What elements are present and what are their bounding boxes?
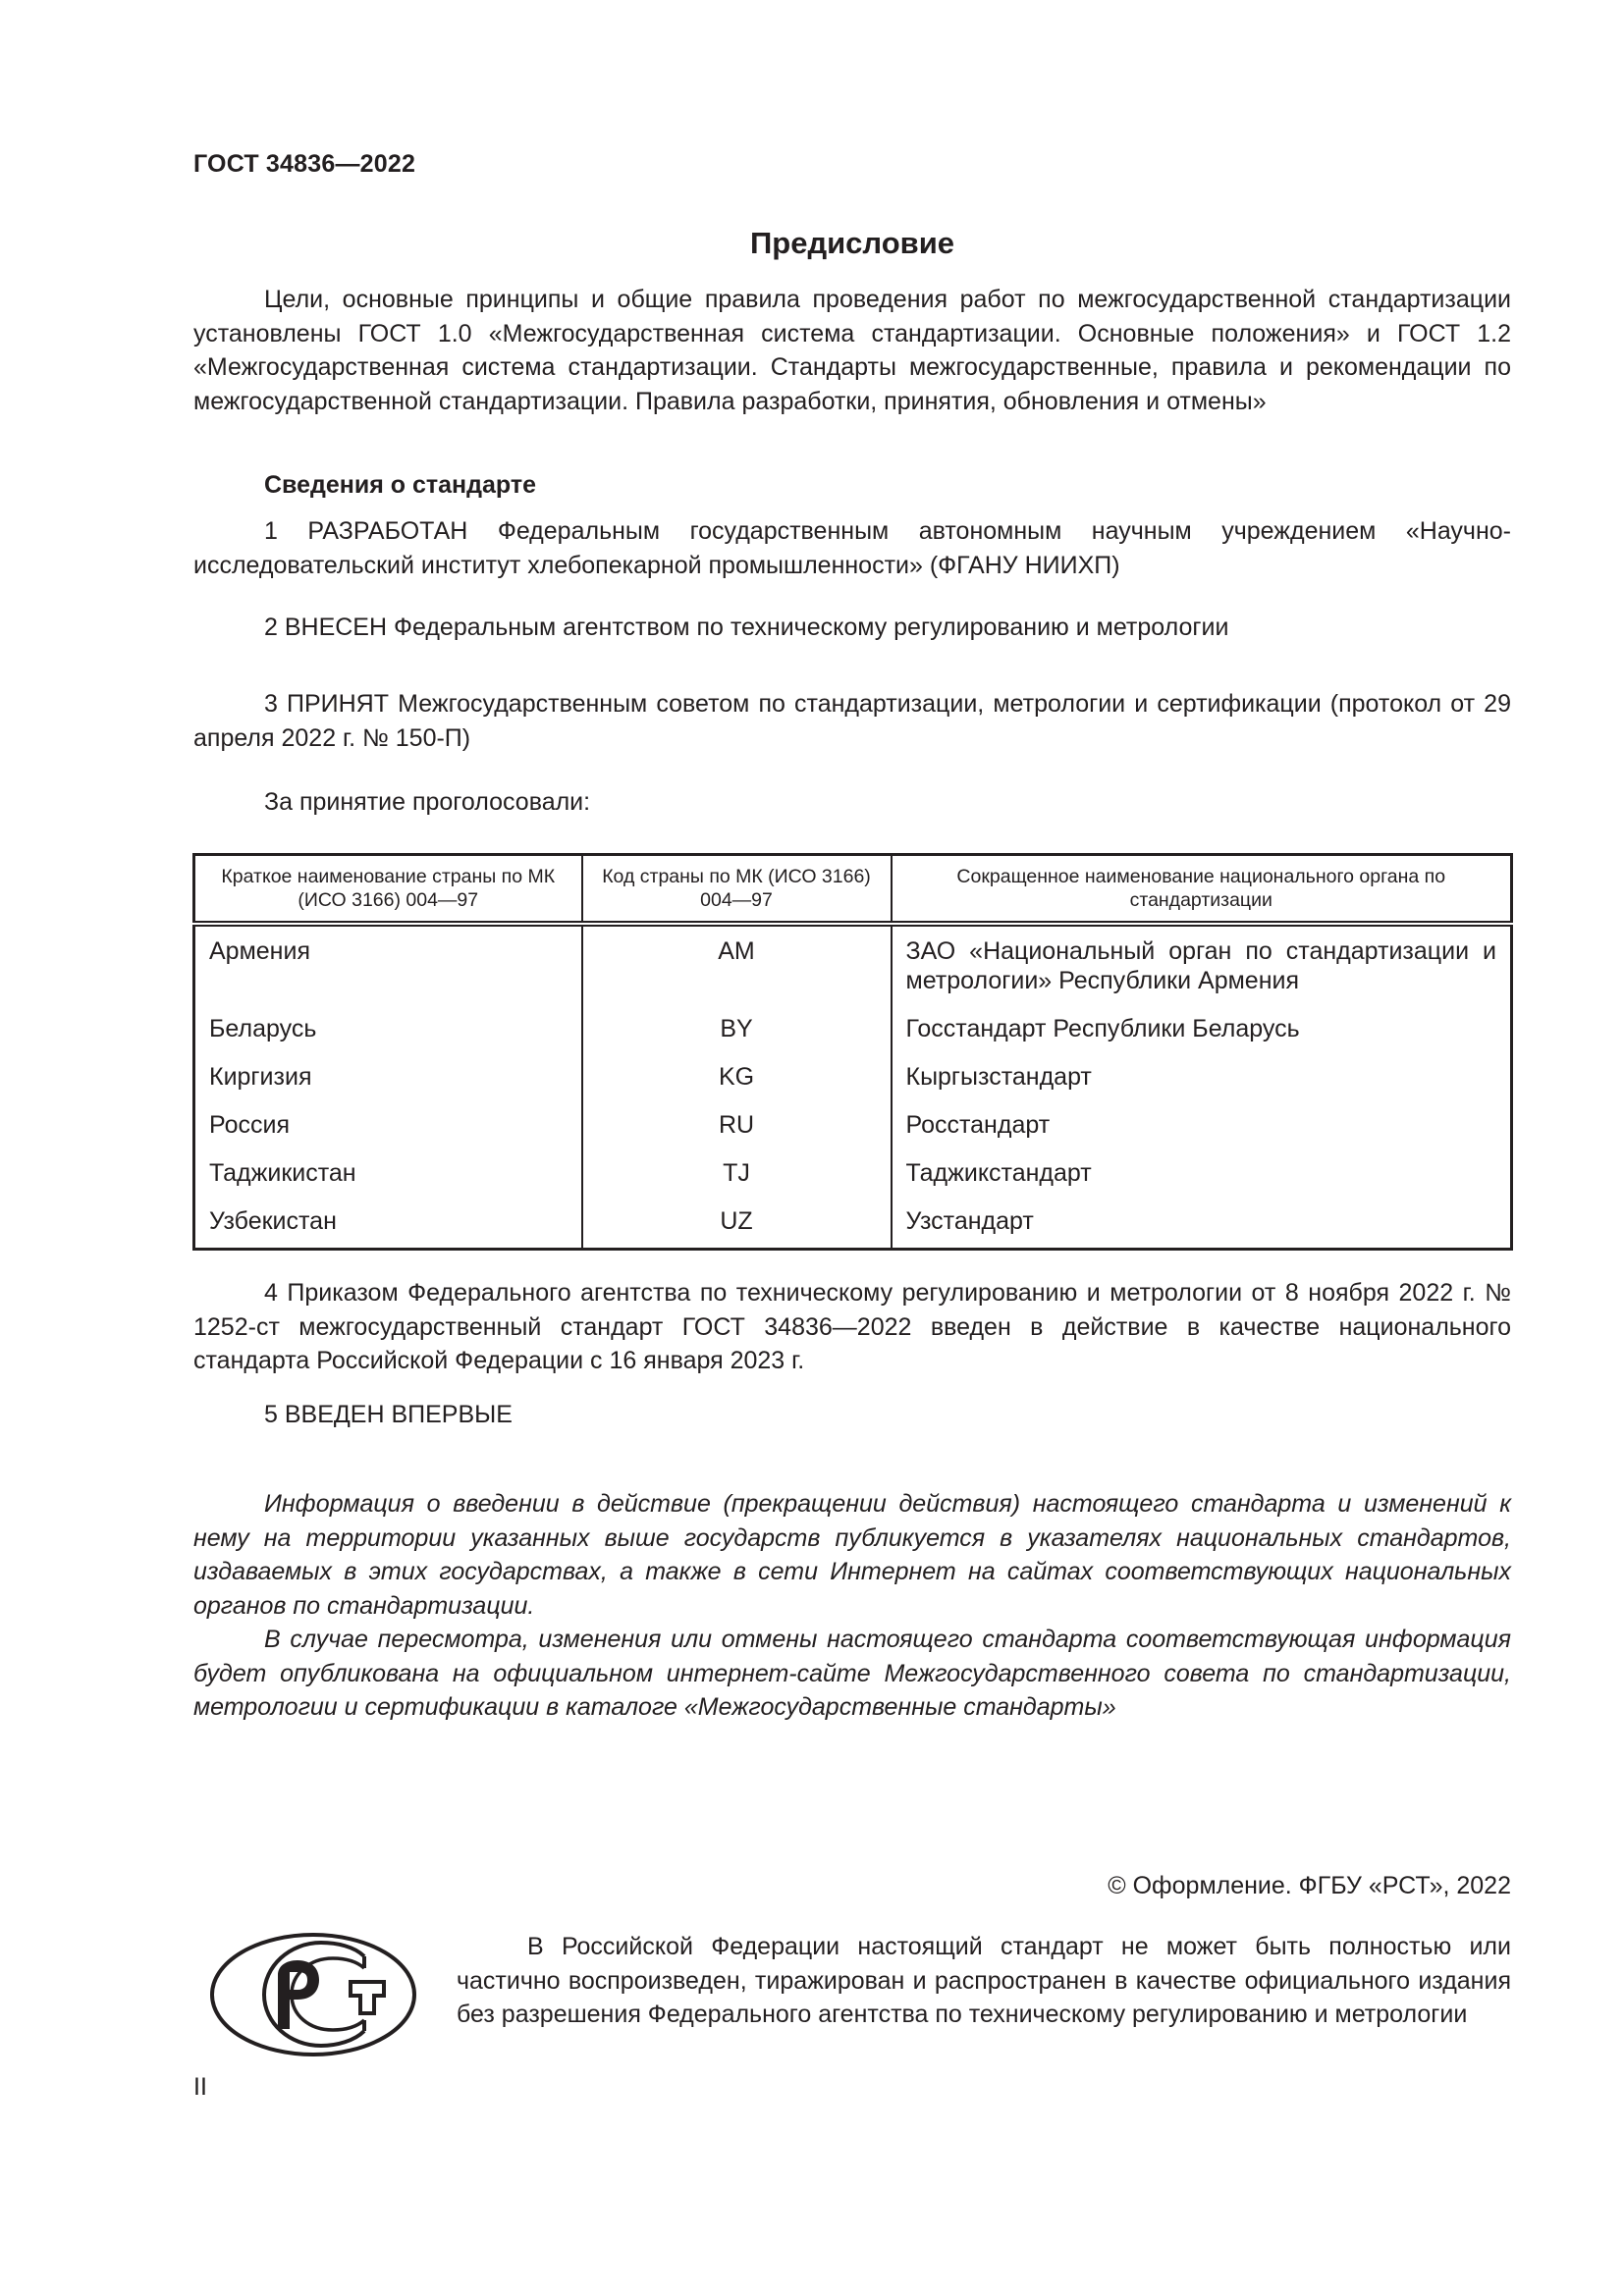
table-row [194,1149,1512,1198]
standard-info-item-1: 1 РАЗРАБОТАН Федеральным государственным автономным научным учреждением «Научно-исследовательский институт хлебопекарной промышленности» (ФГАНУ НИИХП) [193,517,1511,579]
reproduction-rights-notice: В Российской Федерации настоящий стандарт не может быть полностью или частично воспроизведен, тиражирован и распространен в качестве официального издания без разрешения Федерального агентства по техническому регулированию и метрологии [457,1933,1511,2028]
document-number-header: ГОСТ 34836—2022 [193,150,416,178]
page-title: Предисловие [749,226,954,260]
voting-countries-table [192,853,1513,1251]
country-code: RU [582,1101,892,1149]
column-header-code: Код страны по МК (ИСО 3166) 004—97 [582,855,892,925]
country-code: UZ [582,1198,892,1250]
copyright-notice: © Оформление. ФГБУ «РСТ», 2022 [1108,1872,1511,1899]
national-body-name: Росстандарт [892,1101,1512,1149]
country-code: KG [582,1053,892,1101]
country-name: Армения [194,924,582,1005]
national-body-name: Госстандарт Республики Беларусь [892,1005,1512,1053]
national-body-name: Узстандарт [892,1198,1512,1250]
standard-info-item-4: 4 Приказом Федерального агентства по техническому регулированию и метрологии от 8 ноября 2022 г. № 1252-ст межгосударственный стандарт ГОСТ 34836—2022 введен в действие в качестве национального стандарта Российской Федерации с 16 января 2023 г. [193,1279,1511,1374]
voted-label: За принятие проголосовали: [264,788,591,816]
table-row [194,1101,1512,1149]
national-body-name: Таджикстандарт [892,1149,1512,1198]
country-name: Таджикистан [194,1149,582,1198]
country-name: Киргизия [194,1053,582,1101]
table-row [194,924,1512,1005]
table-header-row [194,855,1512,925]
country-name: Россия [194,1101,582,1149]
column-header-national-body: Сокращенное наименование национального органа по стандартизации [892,855,1512,925]
standard-info-item-2: 2 ВНЕСЕН Федеральным агентством по техническому регулированию и метрологии [264,614,1229,641]
country-code: TJ [582,1149,892,1198]
table-row [194,1005,1512,1053]
country-code: AM [582,924,892,1005]
country-name: Узбекистан [194,1198,582,1250]
intro-paragraph: Цели, основные принципы и общие правила проведения работ по межгосударственной стандартизации установлены ГОСТ 1.0 «Межгосударственная система стандартизации. Основные положения» и ГОСТ 1.2 «Межгосударственная система стандартизации. Стандарты межгосударственные, правила и рекомендации по межгосударственной стандартизации. Правила разработки, принятия, обновления и отмены» [193,286,1511,415]
standard-info-item-5: 5 ВВЕДЕН ВПЕРВЫЕ [264,1401,513,1428]
standard-info-heading: Сведения о стандарте [264,471,537,499]
rst-logo-icon [207,1931,419,2058]
national-body-name: ЗАО «Национальный орган по стандартизации и метрологии» Республики Армения [892,924,1512,1005]
standard-info-item-3: 3 ПРИНЯТ Межгосударственным советом по стандартизации, метрологии и сертификации (протокол от 29 апреля 2022 г. № 150-П) [193,690,1511,752]
notice-paragraph-2: В случае пересмотра, изменения или отмены настоящего стандарта соответствующая информация будет опубликована на официальном интернет-сайте Межгосударственного совета по стандартизации, метрологии и сертификации в каталоге «Межгосударственные стандарты» [193,1626,1511,1721]
country-code: BY [582,1005,892,1053]
country-name: Беларусь [194,1005,582,1053]
table-row [194,1053,1512,1101]
notice-paragraph-1: Информация о введении в действие (прекращении действия) настоящего стандарта и изменений к нему на территории указанных выше государств публикуется в указателях национальных стандартов, издаваемых в этих государствах, а также в сети Интернет на сайтах соответствующих национальных органов по стандартизации. [193,1490,1511,1620]
national-body-name: Кыргызстандарт [892,1053,1512,1101]
page-number: II [193,2073,207,2101]
table-row [194,1198,1512,1250]
column-header-country: Краткое наименование страны по МК (ИСО 3166) 004—97 [194,855,582,925]
